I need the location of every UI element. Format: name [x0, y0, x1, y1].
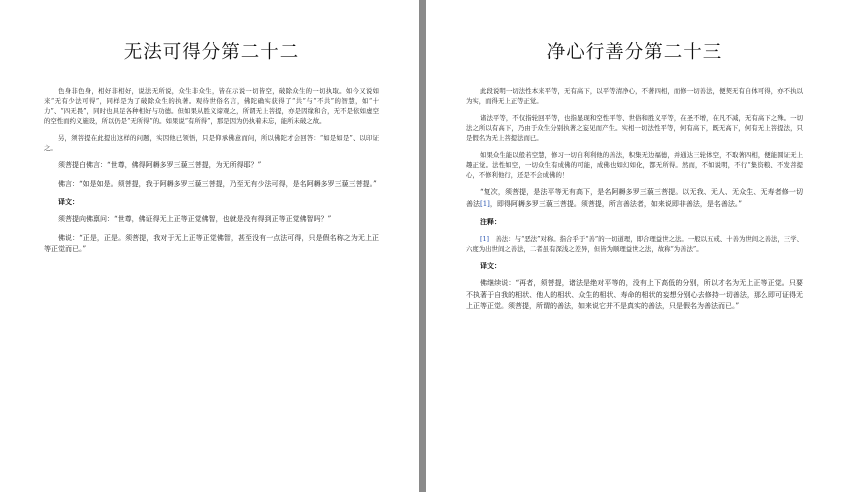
notes-heading: 注释： [480, 217, 501, 226]
page-title: 无法可得分第二十二 [123, 42, 300, 63]
sutra-paragraph [466, 187, 803, 210]
translation-paragraph: 佛说：“正是，正是。须菩提，我对于无上正等正觉佛智，甚至没有一点法可得，只是假名称之为无上正等正觉而已。” [44, 233, 379, 253]
intro-paragraph: 此段说明一切法性本来平等，无有高下，以平等清净心，不著四相，而修一切善法，便契无有自体可得，亦不执以为实，而得无上正等正觉。 [466, 87, 803, 105]
page-gutter [419, 0, 426, 492]
sutra-text: “复次，须菩提，是法平等无有高下，是名阿耨多罗三藐三菩提。以无我、无人、无众生、无寿者修一切善法 [466, 188, 803, 208]
translation-paragraph: 佛继续说：“再者，须菩提，诸法是绝对平等的，没有上下高低的分别，所以才名为无上正等正觉。只要不执著于自我的相状、他人的相状、众生的相状、寿命的相状的妄想分别心去修持一切善法，那么即可证得无上正等正觉。须菩提，所谓的善法，如来说它并不是真实的善法，只是假名为善法而已。” [466, 279, 803, 310]
intro-paragraph: 诸法平等，不仅指轮回平等，也指显现和空性平等、世俗和胜义平等，在圣不增，在凡不减，无有高下之殊。一切法之所以有高下，乃由于众生分别执著之妄见而产生。实相一切法性平等，何有高下，既无高下，何有无上菩提法，只是假名为无上菩提法而已。 [466, 114, 803, 142]
translation-heading: 译文： [58, 197, 79, 206]
note-text: 善法：与“恶法”对称。指合乎于“善”的一切道理，即合理益世之法。一般以五戒、十善为世间之善法，三学、六度为出世间之善法，二者虽有深浅之差异，但皆为顺理益世之法，故称“为善法”。 [466, 235, 803, 253]
right-page [426, 0, 843, 492]
note-paragraph [466, 234, 803, 254]
translation-paragraph: 须菩提向佛禀问：“世尊，佛证得无上正等正觉佛智，也就是没有得到正等正觉佛智吗？” [58, 215, 332, 223]
intro-paragraph: 另，须菩提在此提出这样的问题，实因他已领悟，只是仰承佛意而问，所以佛陀才会回答：“如是如是”、以印证之。 [44, 134, 379, 152]
page-title: 净心行善分第二十三 [546, 42, 723, 63]
sutra-paragraph: 佛言：“如是如是。须菩提，我于阿耨多罗三藐三菩提，乃至无有少法可得，是名阿耨多罗三藐三菩提。” [58, 179, 377, 188]
footnote-marker[interactable]: [1] [480, 235, 490, 243]
intro-paragraph: 如果众生能以般若空慧，修习一切自利利他的善法，积集无边福德，并通达三轮体空，不取著四相，便能圆证无上趣正觉。法性如空，一切众生有成佛的可能，成佛也如幻如化，都无所得。然而，不如说明，不行“集资粮、不发菩提心，不修利他行，还是不会成佛的！ [466, 151, 803, 179]
sutra-paragraph: 须菩提白佛言：“世尊，佛得阿耨多罗三藐三菩提，为无所得耶？” [58, 161, 262, 169]
translation-heading: 译文： [480, 261, 501, 270]
footnote-link[interactable]: [1] [480, 199, 490, 208]
sutra-text: ，即得阿耨多罗三藐三菩提。须菩提，所言善法者，如来说即非善法，是名善法。” [489, 199, 742, 208]
left-page [0, 0, 419, 492]
intro-paragraph: 色身非色身，相好非相好，说法无所说，众生非众生，皆在示说一切皆空，破除众生的一切执取。如今又说如来“无有少法可得”，同样是为了破除众生的执著。观待世俗名言，佛陀确实获得了“共”与“不共”的智慧，如“十力”、“四无畏”，同时也具足各种相好与功德。但如果从胜义谛观之，所谓无上菩提，亦是因缘和合，无不是依如虚空的空性而约义施设，所以仍是“无所得”的。如果说“有所得”，那是因为仍执着未忘，能所未破之故。 [44, 87, 379, 125]
